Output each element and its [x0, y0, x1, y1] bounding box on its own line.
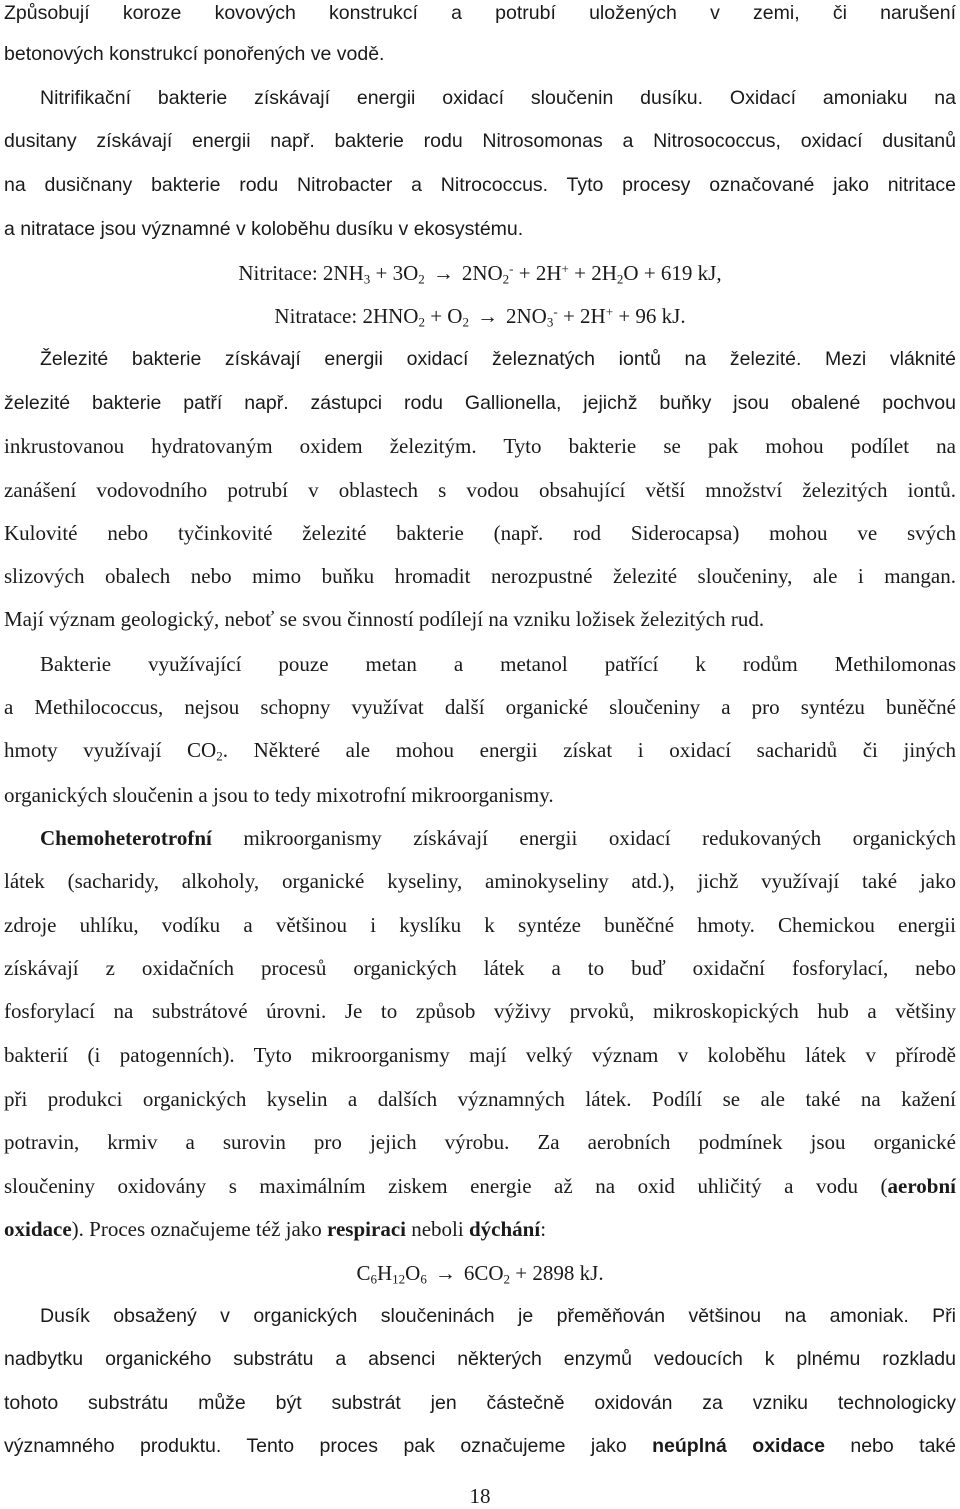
paragraph-line: Chemoheterotrofní mikroorganismy získávají energii oxidací redukovaných organických	[40, 826, 956, 850]
equation-nitratace: Nitratace: $2HNO_2 + O_2 \to 2NO_3^- + 2H^+ + 96$ kJ.	[274, 303, 686, 330]
paragraph-line: zanášení vodovodního potrubí v oblastech s vodou obsahující větší množství železitých iontů.	[4, 478, 956, 502]
paragraph-line: fosforylací na substrátové úrovni. Je to způsob výživy prvoků, mikroskopických hub a většiny	[4, 999, 956, 1023]
paragraph-line: Kulovité nebo tyčinkovité železité bakterie (např. rod Siderocapsa) mohou ve svých	[4, 521, 956, 545]
paragraph-line: Nitrifikační bakterie získávají energii oxidací sloučenin dusíku. Oxidací amoniaku na	[40, 87, 956, 109]
term-oxidace: oxidace	[4, 1217, 72, 1241]
paragraph-line: Způsobují koroze kovových konstrukcí a potrubí uložených v zemi, či narušení	[4, 2, 956, 24]
paragraph-line: Mají význam geologický, neboť se svou činností podílejí na vzniku ložisek železitých rud.	[4, 607, 765, 631]
paragraph-line: a nitratace jsou významné v koloběhu dusíku v ekosystému.	[4, 218, 524, 240]
term-aerobni: aerobní	[887, 1174, 956, 1198]
paragraph-line: na dusičnany bakterie rodu Nitrobacter a Nitrococcus. Tyto procesy označované jako nitritace	[4, 174, 956, 196]
term-respiraci: respiraci	[327, 1217, 406, 1241]
paragraph-line: a Methilococcus, nejsou schopny využívat další organické sloučeniny a pro syntézu buněčné	[4, 695, 956, 719]
reaction-arrow-icon: →	[432, 261, 454, 285]
paragraph-line: tohoto substrátu může být substrát jen částečně oxidován za vzniku technologicky	[4, 1392, 956, 1414]
term-neuplna-oxidace: neúplná oxidace	[652, 1435, 825, 1457]
reaction-arrow-icon: →	[434, 1261, 456, 1285]
term-chemoheterotrofni: Chemoheterotrofní	[40, 826, 212, 850]
paragraph-line: zdroje uhlíku, vodíku a většinou i kyslíku k syntéze buněčné hmoty. Chemickou energii	[4, 913, 956, 937]
paragraph-line: betonových konstrukcí ponořených ve vodě.	[4, 43, 385, 65]
paragraph-line: bakterií (i patogenních). Tyto mikroorganismy mají velký význam v koloběhu látek v přírodě	[4, 1043, 956, 1067]
paragraph-line: organických sloučenin a jsou to tedy mixotrofní mikroorganismy.	[4, 783, 554, 807]
paragraph-line: významného produktu. Tento proces pak označujeme jako neúplná oxidace nebo také	[4, 1435, 957, 1457]
paragraph-line: oxidace). Proces označujeme též jako respiraci neboli dýchání:	[4, 1217, 547, 1241]
paragraph-line: hmoty využívají $CO_2$. Některé ale mohou energii získat i oxidací sacharidů či jiných	[4, 738, 956, 764]
paragraph-line: nadbytku organického substrátu a absenci některých enzymů vedoucích k plnému rozkladu	[4, 1348, 956, 1370]
paragraph-line: potravin, krmiv a surovin pro jejich výrobu. Za aerobních podmínek jsou organické	[4, 1130, 956, 1154]
paragraph-line: železité bakterie patří např. zástupci rodu Gallionella, jejichž buňky jsou obalené pochvou	[4, 392, 956, 414]
paragraph-line: slizových obalech nebo mimo buňku hromadit nerozpustné železité sloučeniny, ale i mangan.	[4, 564, 956, 588]
paragraph-line: získávají z oxidačních procesů organických látek a to buď oxidační fosforylací, nebo	[4, 956, 956, 980]
paragraph-line: Bakterie využívající pouze metan a metanol patřící k rodům Methilomonas	[40, 652, 956, 676]
paragraph-line: při produkci organických kyselin a dalších významných látek. Podílí se ale také na kažení	[4, 1087, 956, 1111]
paragraph-line: Dusík obsažený v organických sloučeninách je přeměňován většinou na amoniak. Při	[40, 1305, 956, 1327]
equation-respiration: $C_6H_{12}O_6 \to 6CO_2 + 2898$ kJ.	[356, 1261, 604, 1287]
paragraph-line: sloučeniny oxidovány s maximálním ziskem energie až na oxid uhličitý a vodu (aerobní	[4, 1174, 956, 1198]
term-dychani: dýchání	[468, 1217, 541, 1241]
page-number: 18	[469, 1484, 491, 1508]
paragraph-line: látek (sacharidy, alkoholy, organické kyseliny, aminokyseliny atd.), jichž využívají také jako	[4, 869, 956, 893]
reaction-arrow-icon: →	[477, 304, 498, 328]
paragraph-line: dusitany získávají energii např. bakterie rodu Nitrosomonas a Nitrosococcus, oxidací dusitanů	[4, 130, 956, 152]
equation-nitritace: Nitritace: $2NH_3 + 3O_2 \to 2NO_2^- + 2H^+ + 2H_2O + 619$ kJ,	[238, 260, 722, 287]
paragraph-line: Železité bakterie získávají energii oxidací železnatých iontů na železité. Mezi vláknité	[40, 348, 956, 370]
paragraph-line: inkrustovanou hydratovaným oxidem železitým. Tyto bakterie se pak mohou podílet na	[4, 434, 956, 458]
